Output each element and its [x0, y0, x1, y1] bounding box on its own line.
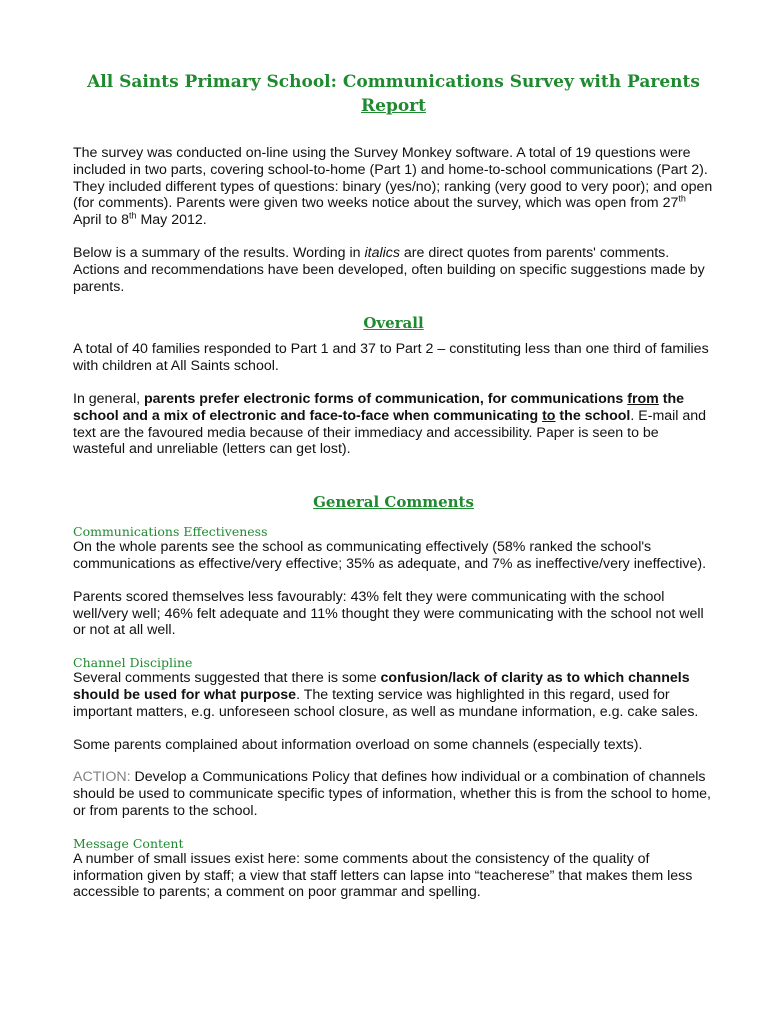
section-heading-overall: Overall: [363, 314, 424, 333]
intro-paragraph-1: [73, 145, 714, 229]
action-text: Develop a Communications Policy that defines how individual or a combination of channels should be used to communicate specific types of information, whether this is from the school to home, or from parents to the school.: [73, 769, 711, 819]
content-paragraph-1: A number of small issues exist here: some comments about the consistency of the quality of information given by staff; a view that staff letters can lapse into “teacherese” that makes them less accessible to parents; a comment on poor grammar and spelling.: [73, 850, 693, 901]
overall-p2-bold-2: the school and a mix of electronic and face-to-face when communicating: [73, 390, 685, 424]
intro-p1-text-c: May 2012.: [136, 212, 207, 229]
discipline-paragraph-1: [73, 670, 714, 720]
title-line-1: All Saints Primary School: Communications Survey with Parents: [87, 72, 700, 92]
document-title: [73, 70, 714, 118]
intro-p2-text-b: are direct quotes from parents' comments. Actions and recommendations have been developed, often building on specific suggestions made by parents.: [73, 244, 705, 295]
title-line-2: Report: [361, 96, 426, 116]
discipline-p1-bold: confusion/lack of clarity as to which channels should be used for what purpose: [73, 670, 690, 703]
intro-paragraph-2: [73, 245, 714, 295]
discipline-paragraph-2: Some parents complained about information overload on some channels (especially texts).: [73, 736, 643, 753]
discipline-p1-text-a: Several comments suggested that there is some: [73, 670, 381, 687]
overall-p2-bold-3: the school: [555, 407, 631, 424]
section-heading-general-comments: General Comments: [313, 493, 474, 512]
intro-p1-text-a: The survey was conducted on-line using the Survey Monkey software. A total of 19 questions were included in two parts, covering school-to-home (Part 1) and home-to-school communications (Part 2). They included different types of questions: binary (yes/no); ranking (very good to very poor); and open (for comments). Parents were given two weeks notice about the survey, which was open from 27: [73, 145, 713, 212]
overall-paragraph-2: [73, 391, 714, 458]
overall-p2-bold-1: parents prefer electronic forms of communication, for communications: [144, 390, 628, 407]
overall-p2-text-a: In general,: [73, 390, 144, 407]
intro-p2-text-a: Below is a summary of the results. Wording in: [73, 244, 365, 261]
intro-p1-sup-1: th: [678, 193, 686, 204]
overall-paragraph-1: A total of 40 families responded to Part 1 and 37 to Part 2 – constituting less than one third of families with children at All Saints school.: [73, 341, 709, 375]
intro-p1-text-b: April to 8: [73, 212, 129, 229]
action-label: ACTION:: [73, 769, 131, 786]
intro-p2-italic: italics: [364, 244, 400, 261]
overall-p2-bold-underline-2: to: [542, 407, 556, 424]
intro-p1-sup-2: th: [129, 210, 137, 221]
effectiveness-paragraph-1: On the whole parents see the school as communicating effectively (58% ranked the school's communications as effective/very effective; 35% as adequate, and 7% as ineffective/very ineffective).: [73, 539, 707, 572]
effectiveness-paragraph-2: Parents scored themselves less favourably: 43% felt they were communicating with the school well/very well; 46% felt adequate and 11% thought they were communicating with the school not well or not at all well.: [73, 588, 704, 639]
discipline-p1-text-b: . The texting service was highlighted in this regard, used for important matters, e.g. unforeseen school closure, as well as mundane information, e.g. cake sales.: [73, 686, 699, 720]
subheading-communications-effectiveness: Communications Effectiveness: [73, 524, 268, 540]
overall-p2-text-b: . E-mail and text are the favoured media because of their immediacy and accessibility. Paper is seen to be wasteful and unreliable (letters can get lost).: [73, 407, 707, 458]
discipline-action-paragraph: [73, 769, 714, 819]
subheading-message-content: Message Content: [73, 835, 184, 851]
subheading-channel-discipline: Channel Discipline: [73, 655, 193, 671]
overall-p2-bold-underline-1: from: [627, 390, 659, 407]
